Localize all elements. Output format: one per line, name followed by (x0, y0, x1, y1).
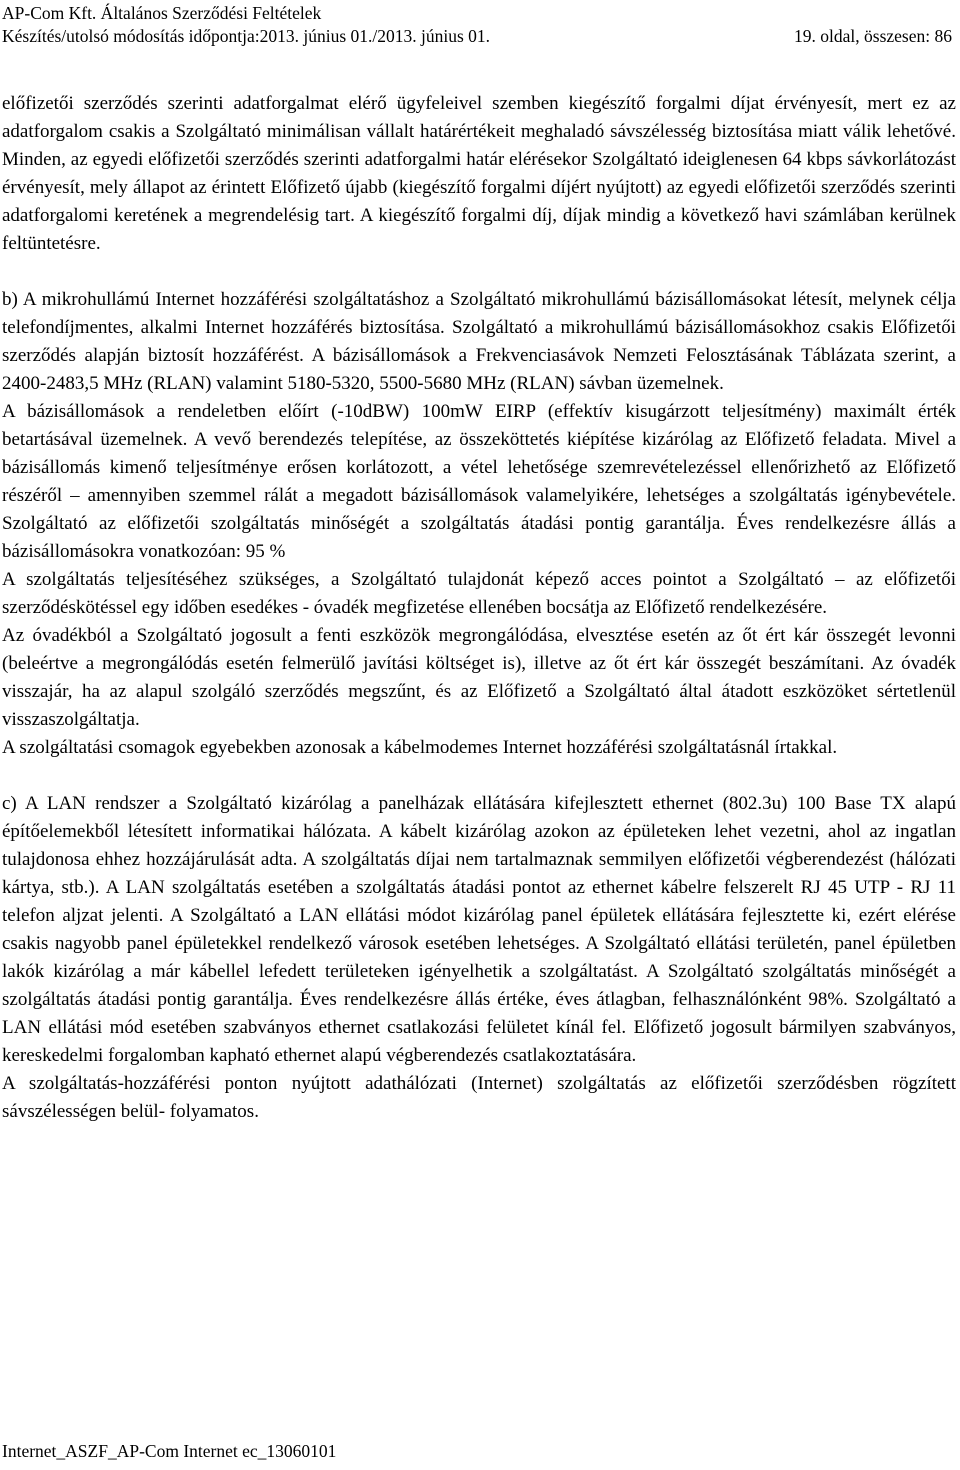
page-footer (2, 1440, 336, 1462)
header-meta-line (2, 25, 952, 48)
paragraph-access-point: A szolgáltatás teljesítéséhez szükséges, a Szolgáltató tulajdonát képező acces pointot a Szolgáltató – az előfizetői szerződéskötéssel egy időben esedékes - óvadék megfizetése ellenében bocsátja az Előfizető rendelkezésére. (2, 569, 956, 618)
paragraph-deposit: Az óvadékból a Szolgáltató jogosult a fenti eszközök megrongálódása, elvesztése esetén az őt ért kár összegét levonni (beleértve a megrongálódás esetén felmerülő javítási költséget is), illetve az őt ért kár összegét beszámítani. Az óvadék visszajár, ha az alapul szolgáló szerződés megszűnt, és az Előfizető a Szolgáltató által átadott eszközöket sértetlenül visszaszolgáltatja. (2, 625, 956, 730)
paragraph-service-packages: A szolgáltatási csomagok egyebekben azonosak a kábelmodemes Internet hozzáférési szolgáltatásnál írtakkal. (2, 737, 838, 758)
document-body (2, 90, 956, 1126)
footer-doc-id: Internet_ASZF_AP-Com Internet ec_13060101 (2, 1441, 337, 1461)
paragraph-access-point-service: A szolgáltatás-hozzáférési ponton nyújtott adathálózati (Internet) szolgáltatás az előfizetői szerződésben rögzített sávszélességen belül- folyamatos. (2, 1073, 956, 1122)
paragraph-microwave-intro: b) A mikrohullámú Internet hozzáférési szolgáltatáshoz a Szolgáltató mikrohullámú bázisállomásokat létesít, melynek célja telefondíjmentes, alkalmi Internet hozzáférés biztosítása. Szolgáltató a mikrohullámú bázisállomásokhoz csakis Előfizetői szerződés alapján biztosít hozzáférést. A bázisállomások a Frekvenciasávok Nemzeti Felosztásának Táblázata szerint, a 2400-2483,5 MHz (RLAN) valamint 5180-5320, 5500-5680 MHz (RLAN) sávban üzemelnek. (2, 289, 956, 394)
paragraph-lan-system: c) A LAN rendszer a Szolgáltató kizárólag a panelházak ellátására kifejlesztett ethernet (802.3u) 100 Base TX alapú építőelemekből létesített informatikai hálózata. A kábelt kizárólag azokon az épületeken lehet vezetni, ahol az ingatlan tulajdonosa ehhez hozzájárulását adta. A szolgáltatás díjai nem tartalmaznak semmilyen előfizetői végberendezést (hálózati kártya, stb.). A LAN szolgáltatás esetében a szolgáltatás átadási pontot az ethernet kábelre felszerelt RJ 45 UTP - RJ 11 telefon aljzat jelenti. A Szolgáltató a LAN ellátási módot kizárólag panel épületek ellátására fejlesztette ki, ezért elérése csakis nagyobb panel épületekkel rendelkező városok esetében lehetséges. A Szolgáltató ellátási területén, panel épületben lakók kizárólag a már kábellel lefedett területeken igényelhetik a szolgáltatást. A Szolgáltató szolgáltatás minőségét a szolgáltatás átadási pontig garantálja. Éves rendelkezésre állás értéke, éves átlagban, felhasználónként 98%. Szolgáltató a LAN ellátási mód esetében szabványos ethernet csatlakozási felületet kínál fel. Előfizető jogosult bármilyen szabványos, kereskedelmi forgalomban kapható ethernet alapú végberendezés csatlakoztatására. (2, 793, 956, 1066)
header-dates: Készítés/utolsó módosítás időpontja:2013. június 01./2013. június 01. (2, 26, 491, 46)
header-page-info: 19. oldal, összesen: 86 (794, 26, 952, 46)
paragraph-gap (2, 258, 956, 286)
page-header (2, 2, 952, 48)
paragraph-gap (2, 762, 956, 790)
header-company-title: AP-Com Kft. Általános Szerződési Feltételek (2, 3, 322, 23)
paragraph-base-stations: A bázisállomások a rendeletben előírt (-10dBW) 100mW EIRP (effektív kisugárzott teljesítmény) maximált érték betartásával üzemelnek. A vevő berendezés telepítése, az összeköttetés kiépítése kizárólag az Előfizető feladata. Mivel a bázisállomás kimenő teljesítménye erősen korlátozott, a vétel lehetősége szemrevételezéssel ellenőrizhető az Előfizető részéről – amennyiben szemmel rálát a megadott bázisállomások valamelyikére, lehetséges a szolgáltatás igénybevétele. Szolgáltató az előfizetői szolgáltatás minőségét a szolgáltatás átadási pontig garantálja. Éves rendelkezésre állás a bázisállomásokra vonatkozóan: 95 % (2, 401, 956, 562)
paragraph-traffic-fee: előfizetői szerződés szerinti adatforgalmat elérő ügyfeleivel szemben kiegészítő forgalmi díjat érvényesít, mert ez az adatforgalom csakis a Szolgáltató minimálisan vállalt határértékeit meghaladó sávszélesség biztosítása miatt válik lehetővé. Minden, az egyedi előfizetői szerződés szerinti adatforgalmi határ elérésekor Szolgáltató ideiglenesen 64 kbps sávkorlátozást érvényesít, mely állapot az érintett Előfizető újabb (kiegészítő forgalmi díjért nyújtott) az egyedi előfizetői szerződés szerinti adatforgalomi keretének a megrendelésig tart. A kiegészítő forgalmi díj, díjak mindig a következő havi számlában kerülnek feltüntetésre. (2, 93, 956, 254)
